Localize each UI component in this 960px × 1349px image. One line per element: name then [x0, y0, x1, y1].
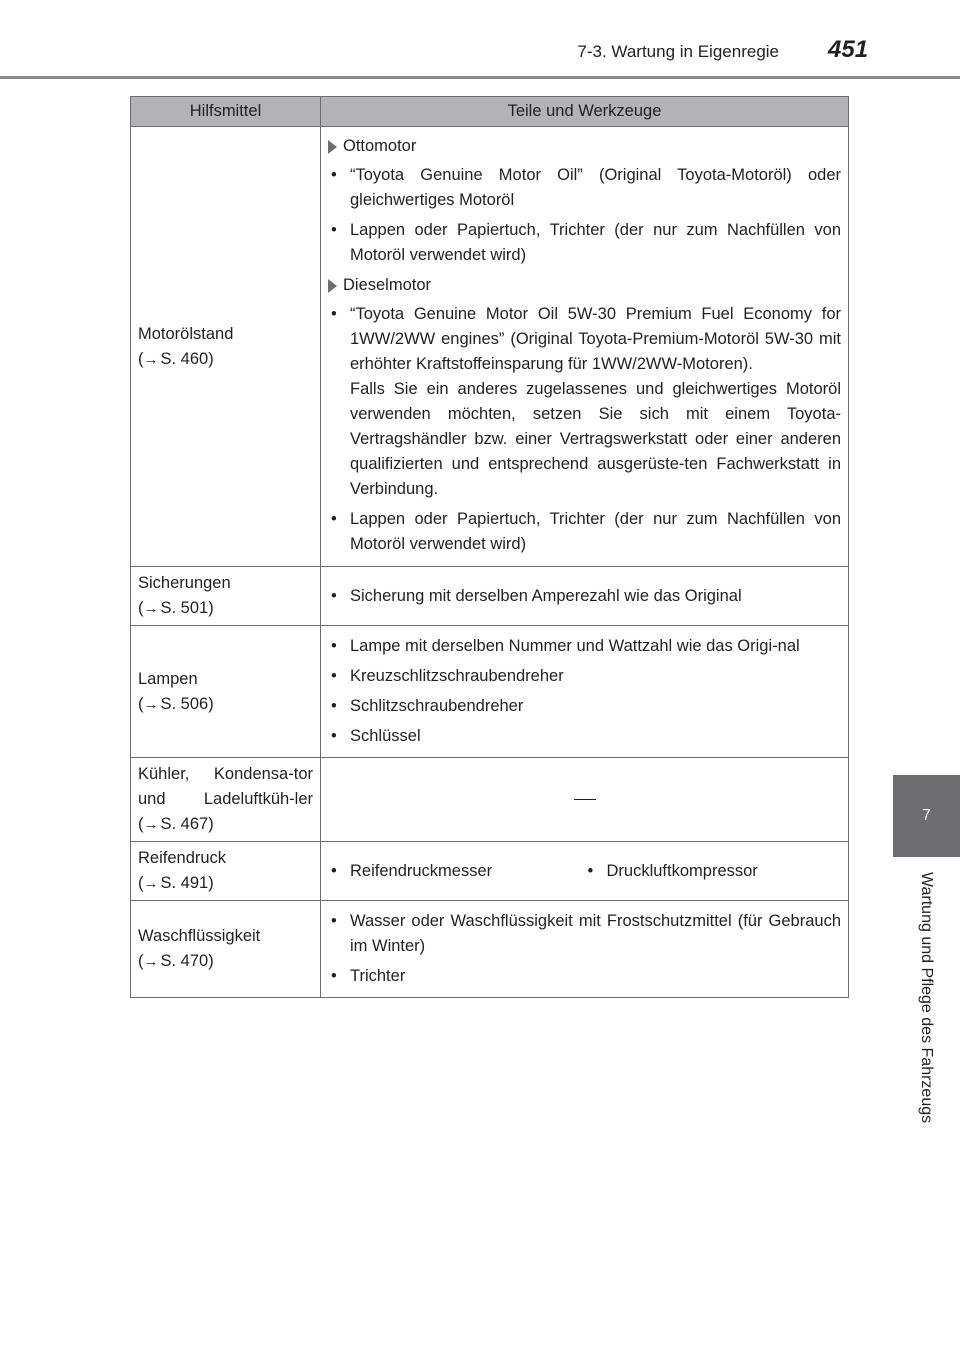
- subheading-dieselmotor: Dieselmotor: [328, 273, 841, 298]
- row-label-text: Lampen: [138, 669, 198, 688]
- chapter-number: 7: [922, 807, 931, 824]
- arrow-right-icon: →: [143, 600, 159, 617]
- page-reference: (→ S. 506): [138, 694, 214, 713]
- row-label: [131, 901, 321, 998]
- row-label: [131, 127, 321, 567]
- arrow-right-icon: →: [143, 350, 159, 368]
- row-label-text: Reifendruck: [138, 849, 227, 867]
- list-item: • Trichter: [328, 964, 841, 989]
- row-label: [131, 567, 321, 626]
- list-item: • Sicherung mit derselben Amperezahl wie das Original: [328, 584, 841, 609]
- page-reference: (→ S. 460): [138, 349, 214, 368]
- list-item: • Lappen oder Papiertuch, Trichter (der nur zum Nachfüllen von Motoröl verwendet wird): [328, 507, 841, 557]
- table-row-motoroel: [131, 127, 849, 567]
- row-label-text: Sicherungen: [138, 574, 231, 592]
- list-item: • “Toyota Genuine Motor Oil” (Original Toyota-Motoröl) oder gleichwertiges Motoröl: [328, 163, 841, 213]
- list-item: • Reifendruckmesser: [328, 859, 585, 884]
- row-items: [321, 901, 849, 998]
- arrow-right-icon: →: [143, 953, 159, 970]
- triangle-marker-icon: [328, 279, 337, 293]
- triangle-marker-icon: [328, 140, 337, 154]
- list-item: • Schlitzschraubendreher: [328, 694, 841, 719]
- list-item: • Schlüssel: [328, 724, 841, 749]
- row-items: [321, 567, 849, 626]
- tools-table: [130, 96, 849, 998]
- table-row-sicherungen: [131, 567, 849, 626]
- subheading-ottomotor: Ottomotor: [328, 134, 841, 159]
- list-item: • Wasser oder Waschflüssigkeit mit Frostschutzmittel (für Gebrauch im Winter): [328, 909, 841, 959]
- chapter-title: Wartung und Pflege des Fahrzeugs: [918, 872, 935, 1124]
- row-label-text: Motorölstand: [138, 324, 234, 343]
- header-divider: [0, 76, 960, 79]
- row-label-text: Kühler, Kondensa-tor und Ladeluftküh-ler: [138, 765, 313, 808]
- row-label: [131, 842, 321, 901]
- list-item: • “Toyota Genuine Motor Oil 5W-30 Premium Fuel Economy for 1WW/2WW engines” (Original Toyota-Premium-Motoröl 5W-30 mit erhöhter Kraftstoffeinsparung für 1WW/2WW-Motoren). Falls Sie ein anderes zugelassenes und gleichwertiges Motoröl verwenden möchten, setzen Sie sich mit einem Toyota-Vertragshändler bzw. einer Vertragswerkstatt oder einer anderen qualifizierten und entsprechend ausgerüste-ten Fachwerkstatt in Verbindung.: [328, 302, 841, 502]
- arrow-right-icon: →: [143, 816, 159, 833]
- table-row-kuehler: [131, 758, 849, 842]
- chapter-tab: [893, 775, 960, 857]
- section-title: 7-3. Wartung in Eigenregie: [577, 42, 779, 61]
- page-number: 451: [828, 36, 869, 63]
- row-items: [321, 626, 849, 758]
- row-label: [131, 626, 321, 758]
- dash-mark: [574, 799, 596, 800]
- table-row-reifendruck: [131, 842, 849, 901]
- row-label-text: Waschflüssigkeit: [138, 927, 261, 945]
- list-item: • Kreuzschlitzschraubendreher: [328, 664, 841, 689]
- list-item-note: Falls Sie ein anderes zugelassenes und gleichwertiges Motoröl verwenden möchten, setzen Sie sich mit einem Toyota-Vertragshändler bzw. einer Vertragswerkstatt oder einer anderen qualifizierten und entsprechend ausgerüste-ten Fachwerkstatt in Verbindung.: [350, 380, 841, 498]
- list-item: • Druckluftkompressor: [585, 859, 842, 884]
- arrow-right-icon: →: [143, 695, 159, 713]
- column-header-hilfsmittel: Hilfsmittel: [131, 97, 321, 127]
- page-reference: (→ S. 470): [138, 952, 214, 970]
- table-row-waschfluessigkeit: [131, 901, 849, 998]
- table-header-row: [131, 97, 849, 127]
- table-row-lampen: [131, 626, 849, 758]
- row-label: [131, 758, 321, 842]
- page-reference: (→ S. 501): [138, 599, 214, 617]
- column-header-teile: Teile und Werkzeuge: [321, 97, 849, 127]
- row-items: [321, 127, 849, 567]
- arrow-right-icon: →: [143, 875, 159, 892]
- page-reference: (→ S. 491): [138, 874, 214, 892]
- row-items-none: [321, 758, 849, 842]
- chapter-title-vertical: [893, 872, 960, 1162]
- page-reference: (→ S. 467): [138, 815, 214, 833]
- row-items: [321, 842, 849, 901]
- list-item: • Lappen oder Papiertuch, Trichter (der nur zum Nachfüllen von Motoröl verwendet wird): [328, 218, 841, 268]
- list-item: • Lampe mit derselben Nummer und Wattzahl wie das Origi-nal: [328, 634, 841, 659]
